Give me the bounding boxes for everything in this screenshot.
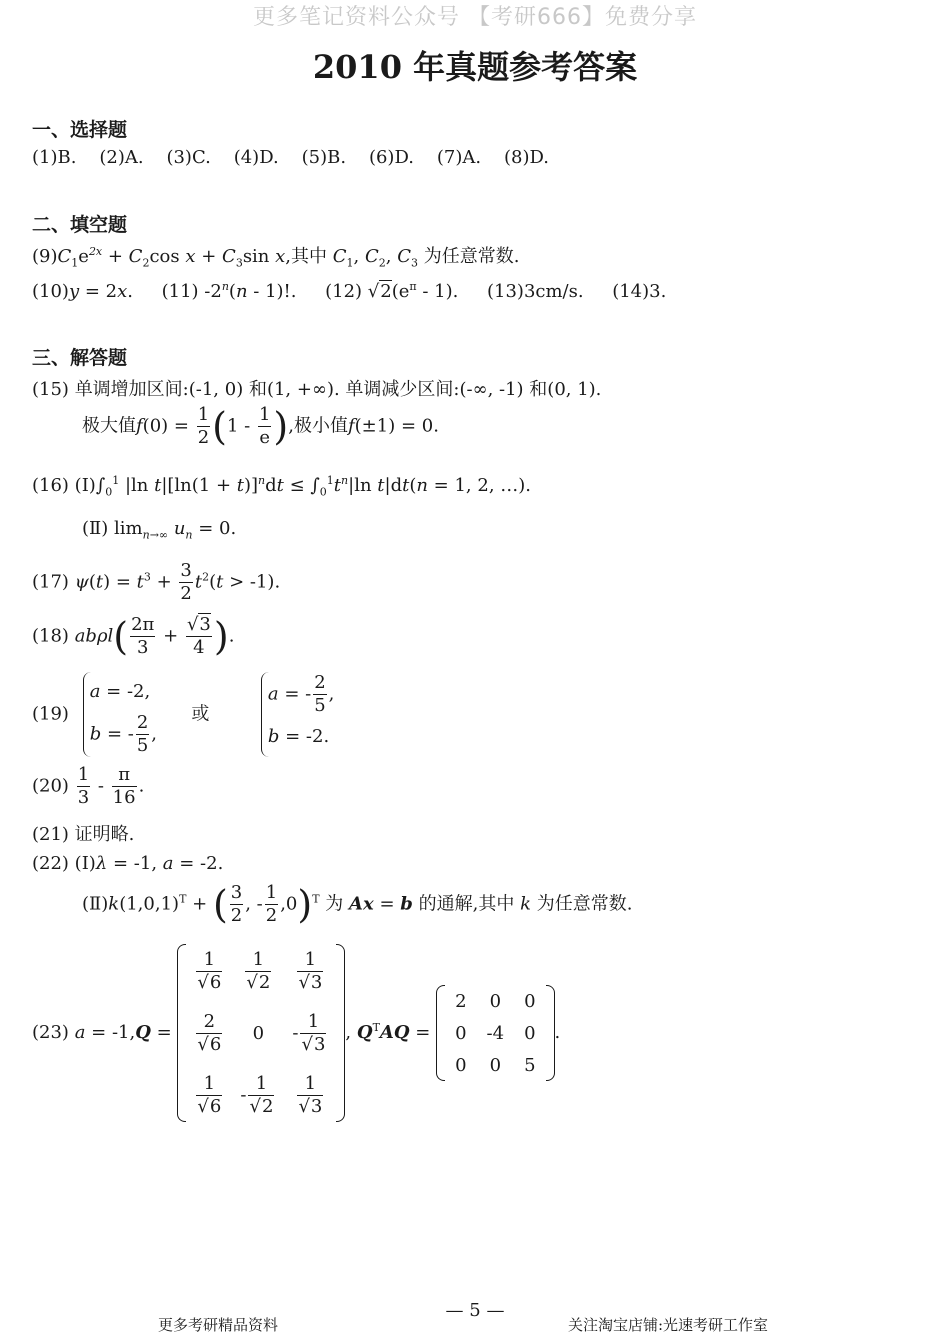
choice-answers-row xyxy=(32,147,549,168)
section-fill-heading: 二、填空题 xyxy=(32,214,128,236)
solve-q16-line1: (16) $(Ⅰ)\int_0^1$ |ln $t|[\ln(1 + t)]^ndt \le \int_0^1t^n|\ln$ t|dt(n = 1, 2, …). xyxy=(32,474,532,499)
solve-q20: (20) $\frac{1}{3}$ - $\frac{\pi}{16}$ . xyxy=(32,764,145,808)
page-number: — 5 — xyxy=(445,1300,505,1321)
q19-label: (19) xyxy=(32,703,69,725)
q15-label: (15) xyxy=(32,379,69,400)
solve-q21: (21) 证明略. xyxy=(32,824,135,845)
section-solve-heading: 三、解答题 xyxy=(32,347,128,369)
fill-q10-q14: (10)y = 2x. (11) -2$^n$(n - 1)!. (12) $√2(e^\pi - 1)$. (13)3cm/s. (14)3. xyxy=(32,280,667,302)
q22-tail: 的通解,其中 xyxy=(418,893,515,915)
choice-answer: (2)A. xyxy=(99,147,144,168)
solve-q16-line2: (Ⅱ) $\lim_{n\to\infty} u_n = 0$. xyxy=(82,518,237,542)
solve-q23: (23) a = -1,Q = $\frac{1}{√6}$ $\frac{1}{√2}$ $\frac{1}{√3}$ $\frac{2}{√6}$ 0 - $\frac{1}{√3}$ $\frac{1}{√6}$ - $\frac{1}{√2}$ $\frac{1}{√3}$ , $Q^TAQ = 2$ 0 0 0 -4 0 0 0 5. xyxy=(32,940,560,1126)
q16-label: (16) xyxy=(32,475,69,496)
q15-intervals: 单调增加区间:(-1, 0) 和(1, +∞). 单调减少区间:(-∞, -1) 和(0, 1). xyxy=(74,379,602,400)
choice-answer: (5)B. xyxy=(301,147,347,168)
choice-answer: (6)D. xyxy=(368,147,414,168)
footer-left: 更多考研精品资料 xyxy=(158,1316,279,1334)
choice-answer: (3)C. xyxy=(166,147,211,168)
choice-answer: (1)B. xyxy=(32,147,77,168)
q22-for: 为 xyxy=(325,893,344,915)
q9-label: (9) xyxy=(32,246,58,267)
choice-answer: (7)A. xyxy=(436,147,482,168)
section-choice-heading: 一、选择题 xyxy=(32,119,128,141)
q19-or: 或 xyxy=(191,703,210,725)
choice-answer: (4)D. xyxy=(233,147,279,168)
footer-right: 关注淘宝店铺:光速考研工作室 xyxy=(568,1316,769,1334)
q15-max-label: 极大值 xyxy=(82,415,136,437)
matrix-q: $\frac{1}{√6}$ $\frac{1}{√2}$ $\frac{1}{√3}$ $\frac{2}{√6}$ 0 - $\frac{1}{√3}$ $\frac{1}{√6}$ - $\frac{1}{√2}$ $\frac{1}{√3}$ xyxy=(197,948,326,1117)
solve-q17: (17) $\psi(t) = t^3$ + $\frac{3}{2}$ $t^2(t > -1)$. xyxy=(32,560,281,604)
solve-q19: (19) a = -2, b = - $\frac{2}{5}$ , 或 a = - $\frac{2}{5}$ , b = -2. xyxy=(32,672,335,756)
solve-q15-line1 xyxy=(32,375,601,401)
watermark: 更多笔记资料公众号 【考研666】免费分享 xyxy=(253,5,697,30)
page-title: 2010 年真题参考答案 xyxy=(312,48,638,86)
solve-q15-line2: 极大值f(0) = $\frac{1}{2}$ (1 - $\frac{1}{e}$ ),极小值f(±1) = 0. xyxy=(82,404,439,449)
q20-label: (20) xyxy=(32,775,69,797)
q17-label: (17) xyxy=(32,571,69,593)
q23-label: (23) xyxy=(32,1022,69,1043)
fill-q9: $(9)C_1e^{2x} + C_2\cos$ $x + C_3\sin$ x,其中 $C_1$, $C_2$, $C_3$ 为任意常数. xyxy=(32,245,520,270)
q14-answer: (14)3. xyxy=(612,281,667,302)
solve-q22-line1: (22) (Ⅰ)λ = -1, a = -2. xyxy=(32,853,224,874)
q11-label: (11) xyxy=(161,281,199,302)
matrix-diag: 2 0 0 0 -4 0 0 0 5 xyxy=(455,990,536,1076)
q15-min-label: ,极小值 xyxy=(288,415,348,437)
q9-tail: 为任意常数. xyxy=(423,246,520,267)
q10-label: (10) xyxy=(32,281,69,302)
q22-label: (22) xyxy=(32,853,69,874)
solve-q18: (18) abρl( $\frac{2\pi}{3}$ + $\frac{√3}{4}$ ). xyxy=(32,614,235,659)
q13-answer: (13)3cm/s. xyxy=(487,281,584,302)
q12-label: (12) xyxy=(325,281,363,302)
solve-q22-line2: $(Ⅱ)k(1,0,1)^T$ + ( $\frac{3}{2}$ , - $\frac{1}{2}$ ,0)$^T$ 为 Ax = b 的通解,其中 k 为任意常数. xyxy=(82,882,633,927)
q18-label: (18) xyxy=(32,625,69,647)
q22-tail2: 为任意常数. xyxy=(536,893,633,915)
choice-answer: (8)D. xyxy=(503,147,549,168)
